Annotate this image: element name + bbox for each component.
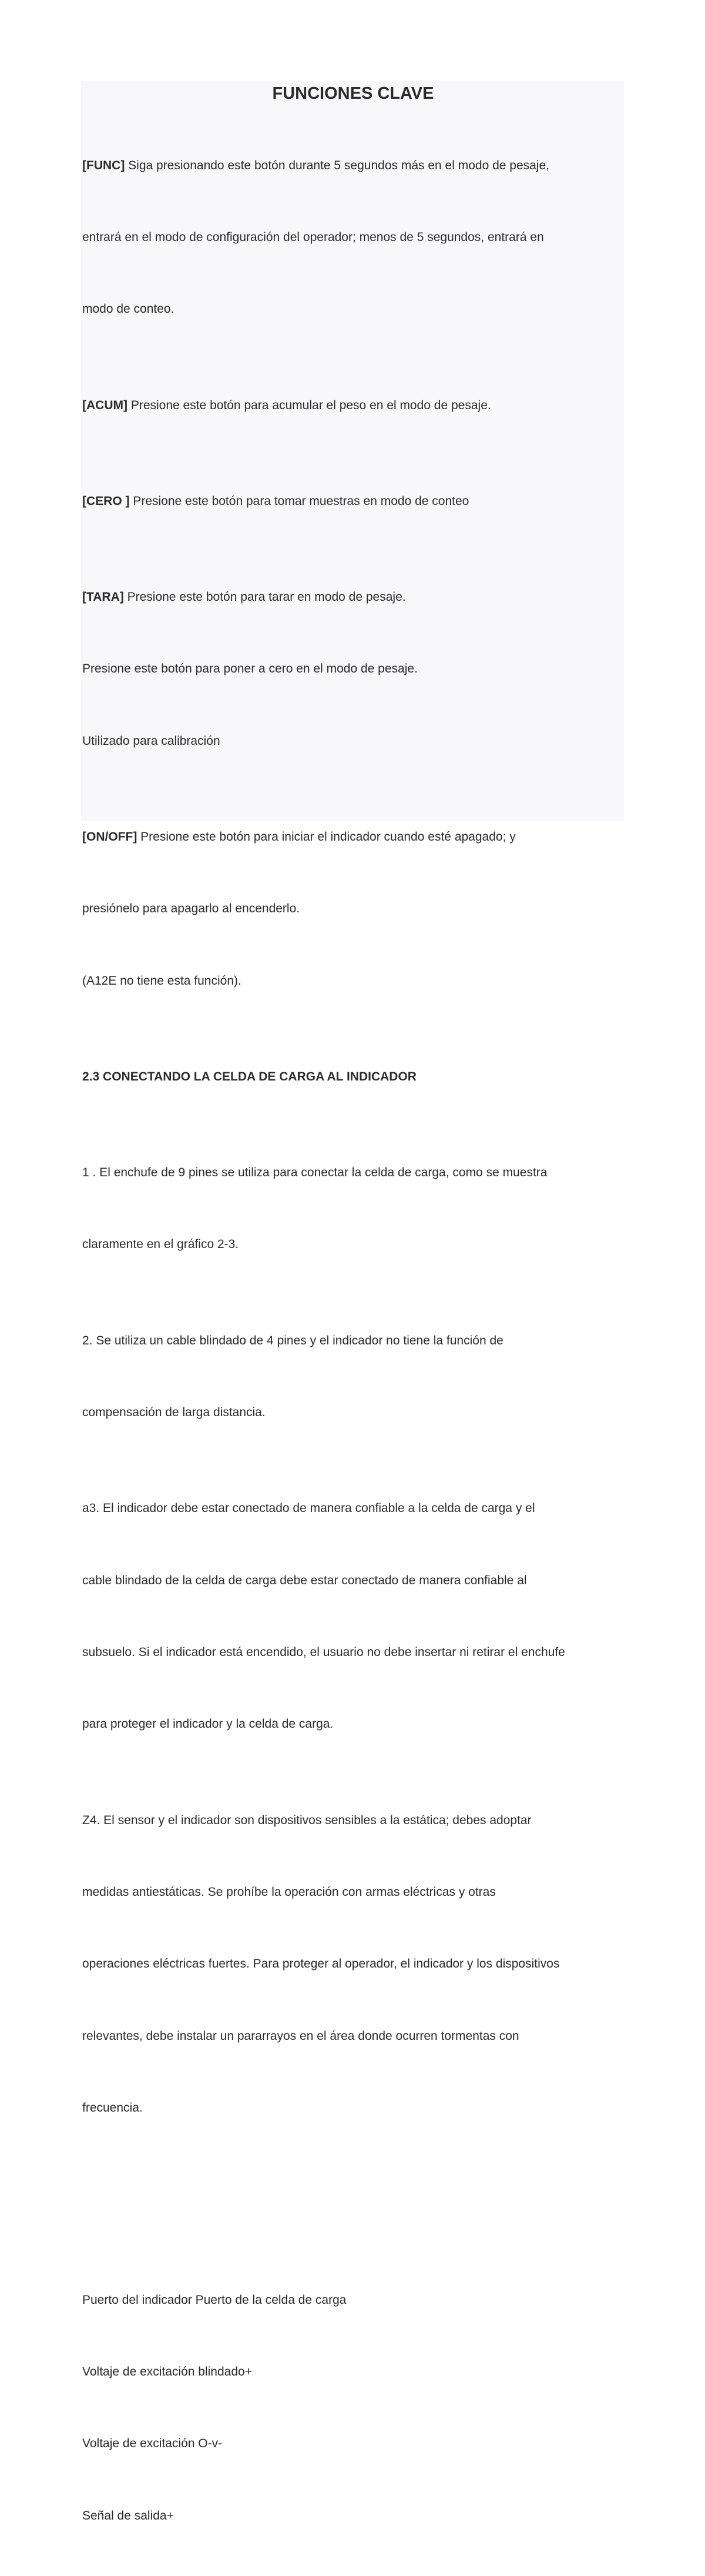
onoff-key-label: [ON/OFF] <box>82 829 137 844</box>
func-line-3: modo de conteo. <box>82 302 174 316</box>
acum-description: Presione este botón para acumular el peso en el modo de pesaje. <box>127 398 491 412</box>
func-line-2: entrará en el modo de configuración del operador; menos de 5 segundos, entrará en <box>82 230 544 244</box>
onoff-line-2: presiónelo para apagarlo al encenderlo. <box>82 902 300 916</box>
tara-description: Presione este botón para tarar en modo de pesaje. <box>123 590 406 604</box>
cero-line <box>82 490 624 514</box>
ports-row-2: Voltaje de excitación O-v- <box>82 2437 223 2451</box>
acum-key-label: [ACUM] <box>82 398 127 412</box>
tara-key-label: [TARA] <box>82 590 124 604</box>
tara-line-1 <box>82 586 624 610</box>
onoff-line-1 <box>82 825 624 849</box>
item4-line-4: relevantes, debe instalar un pararrayos en el área donde ocurren tormentas con <box>82 2029 519 2043</box>
item4-line-2: medidas antiestáticas. Se prohíbe la operación con armas eléctricas y otras <box>82 1885 496 1899</box>
document-body <box>82 106 624 2576</box>
func-key-label: [FUNC] <box>82 158 125 172</box>
item4-line-5: frecuencia. <box>82 2101 143 2115</box>
item3-line-1: a3. El indicador debe estar conectado de manera confiable a la celda de carga y el <box>82 1501 535 1516</box>
func-description: Siga presionando este botón durante 5 segundos más en el modo de pesaje, <box>125 158 549 172</box>
tara-line-2: Presione este botón para poner a cero en el modo de pesaje. <box>82 662 418 676</box>
item3-line-2: cable blindado de la celda de carga debe estar conectado de manera confiable al <box>82 1573 527 1587</box>
ports-row-3: Señal de salida+ <box>82 2508 174 2523</box>
item3-line-3: subsuelo. Si el indicador está encendido, el usuario no debe insertar ni retirar el enchufe <box>82 1645 565 1659</box>
acum-line <box>82 394 624 418</box>
ports-header: Puerto del indicador Puerto de la celda de carga <box>82 2293 347 2307</box>
cero-description: Presione este botón para tomar muestras en modo de conteo <box>129 494 469 508</box>
item1-line-1: 1 . El enchufe de 9 pines se utiliza para conectar la celda de carga, como se muestra <box>82 1166 548 1180</box>
ports-row-1: Voltaje de excitación blindado+ <box>82 2364 252 2378</box>
page-title: FUNCIONES CLAVE <box>272 84 434 103</box>
item4-line-3: operaciones eléctricas fuertes. Para proteger al operador, el indicador y los dispositivos <box>82 1957 560 1971</box>
item3-line-4: para proteger el indicador y la celda de carga. <box>82 1717 334 1731</box>
section-heading: 2.3 CONECTANDO LA CELDA DE CARGA AL INDICADOR <box>82 1069 417 1083</box>
document-page-content <box>81 81 624 2523</box>
item2-line-2: compensación de larga distancia. <box>82 1406 266 1420</box>
func-line-1 <box>82 154 624 178</box>
item1-line-2: claramente en el gráfico 2-3. <box>82 1237 239 1252</box>
tara-line-3: Utilizado para calibración <box>82 734 220 748</box>
cero-key-label: [CERO ] <box>82 494 130 508</box>
item4-line-1: Z4. El sensor y el indicador son dispositivos sensibles a la estática; debes adoptar <box>82 1813 532 1827</box>
blank-line <box>82 2192 624 2216</box>
item2-line-1: 2. Se utiliza un cable blindado de 4 pines y el indicador no tiene la función de <box>82 1333 503 1347</box>
onoff-description: Presione este botón para iniciar el indicador cuando esté apagado; y <box>137 829 516 844</box>
onoff-line-3: (A12E no tiene esta función). <box>82 973 241 988</box>
